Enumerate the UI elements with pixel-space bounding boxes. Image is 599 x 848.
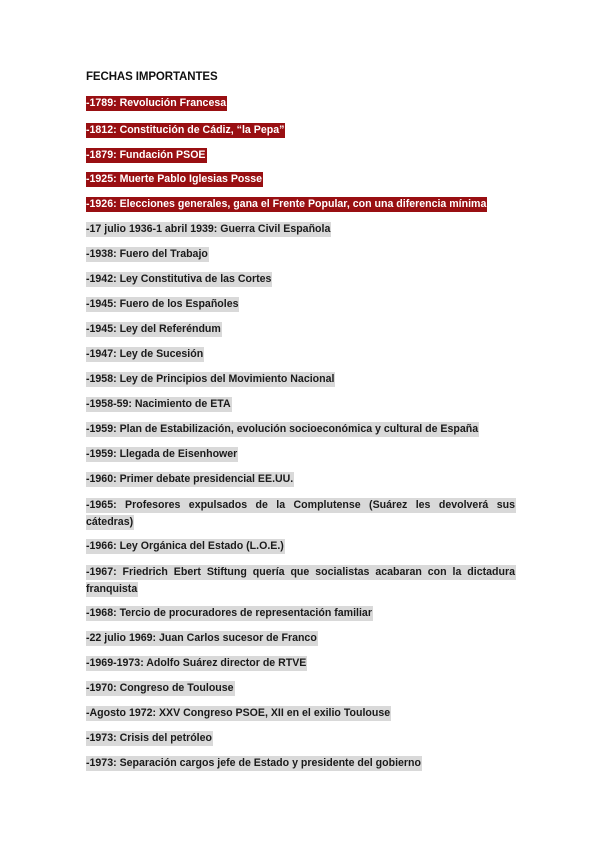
date-entry-text: -1959: Llegada de Eisenhower xyxy=(86,448,238,460)
date-entry xyxy=(86,96,516,111)
date-entry-text: -1959: Plan de Estabilización, evolución socioeconómica y cultural de España xyxy=(86,423,479,435)
date-entry-text: -1967: Friedrich Ebert Stiftung quería que socialistas acabaran con la dictadura franquista xyxy=(86,566,515,595)
date-entry xyxy=(86,247,516,262)
date-entry-text: -1958: Ley de Principios del Movimiento Nacional xyxy=(86,373,335,385)
date-entry xyxy=(86,397,516,412)
date-entry-text: -1970: Congreso de Toulouse xyxy=(86,682,234,694)
date-entry xyxy=(86,447,516,462)
date-entry xyxy=(86,564,516,598)
date-entry-text: -1965: Profesores expulsados de la Complutense (Suárez les devolverá sus cátedras) xyxy=(86,499,515,528)
date-entry xyxy=(86,422,516,437)
date-entry xyxy=(86,222,516,237)
date-entry xyxy=(86,539,516,554)
date-entry-text: -1812: Constitución de Cádiz, “la Pepa” xyxy=(86,124,285,136)
date-entry-text: -1945: Fuero de los Españoles xyxy=(86,298,239,310)
date-entry-text: -22 julio 1969: Juan Carlos sucesor de Franco xyxy=(86,632,317,644)
date-entry-text: -1945: Ley del Referéndum xyxy=(86,323,221,335)
date-entry xyxy=(86,631,516,646)
date-entry-text: -1789: Revolución Francesa xyxy=(86,97,227,109)
date-entry-text: -1973: Separación cargos jefe de Estado y presidente del gobierno xyxy=(86,757,421,769)
date-entry-text: -1879: Fundación PSOE xyxy=(86,149,206,161)
date-entry xyxy=(86,172,516,187)
date-entry xyxy=(86,297,516,312)
date-entry xyxy=(86,656,516,671)
date-entry xyxy=(86,681,516,696)
date-entry-text: -1969-1973: Adolfo Suárez director de RTVE xyxy=(86,657,307,669)
date-entry xyxy=(86,272,516,287)
date-entry xyxy=(86,472,516,487)
date-entry-text: -1938: Fuero del Trabajo xyxy=(86,248,208,260)
date-entry-text: -1960: Primer debate presidencial EE.UU. xyxy=(86,473,294,485)
date-entry-text: -1926: Elecciones generales, gana el Frente Popular, con una diferencia mínima xyxy=(86,198,487,210)
date-entry-text: -1947: Ley de Sucesión xyxy=(86,348,204,360)
date-entry-text: -17 julio 1936-1 abril 1939: Guerra Civil Española xyxy=(86,223,331,235)
date-entry-text: -1966: Ley Orgánica del Estado (L.O.E.) xyxy=(86,540,284,552)
date-entry xyxy=(86,756,516,771)
date-entry xyxy=(86,731,516,746)
date-entry-text: -1942: Ley Constitutiva de las Cortes xyxy=(86,273,272,285)
date-entry-text: -1925: Muerte Pablo Iglesias Posse xyxy=(86,173,263,185)
date-entry xyxy=(86,322,516,337)
date-entry-text: -1958-59: Nacimiento de ETA xyxy=(86,398,231,410)
date-entry xyxy=(86,706,516,721)
date-entry-text: -1973: Crisis del petróleo xyxy=(86,732,212,744)
date-entry-text: -1968: Tercio de procuradores de representación familiar xyxy=(86,607,372,619)
date-entry xyxy=(86,123,516,138)
document-title: FECHAS IMPORTANTES xyxy=(86,71,218,83)
date-entry xyxy=(86,372,516,387)
date-entry xyxy=(86,497,516,531)
date-entry xyxy=(86,606,516,621)
date-entry xyxy=(86,347,516,362)
date-entry xyxy=(86,148,516,163)
date-entry xyxy=(86,197,516,212)
date-entry-text: -Agosto 1972: XXV Congreso PSOE, XII en el exilio Toulouse xyxy=(86,707,391,719)
